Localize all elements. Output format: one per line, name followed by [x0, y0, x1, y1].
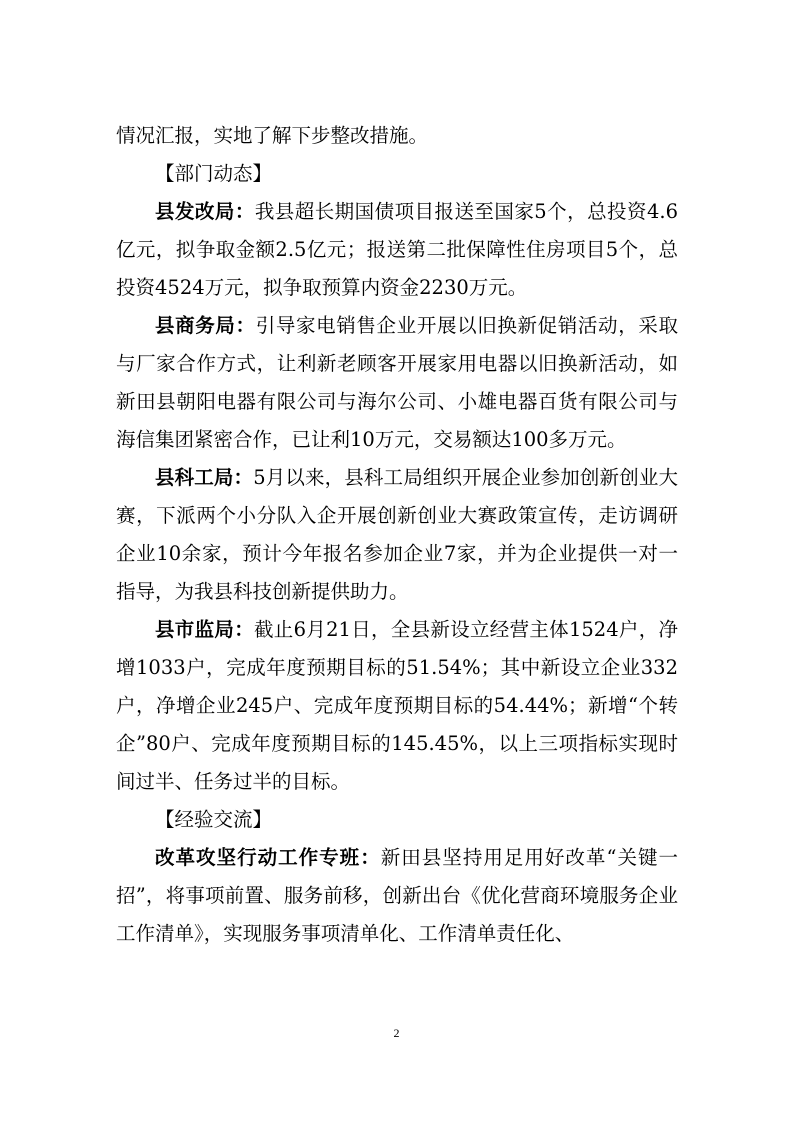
- paragraph-market-supervision: [116, 611, 678, 801]
- paragraph-reform-task-force: [116, 839, 678, 953]
- paragraph-development-reform: [116, 193, 678, 307]
- paragraph-lead: 县发改局：: [155, 200, 255, 223]
- paragraph-lead: 县市监局：: [155, 618, 254, 641]
- paragraph-continued: 情况汇报，实地了解下步整改措施。: [116, 124, 429, 147]
- paragraph-text: 5月以来，县科工局组织开展企业参加创新创业大赛，下派两个小分队入企开展创新创业大赛政策宣传，走访调研企业10余家，预计今年报名参加企业7家，并为企业提供一对一指导，为我县科技创新提供助力。: [116, 466, 678, 603]
- paragraph-commerce: [116, 307, 678, 459]
- paragraph-lead: 县科工局：: [155, 466, 254, 489]
- paragraph-science-industry: [116, 459, 678, 611]
- paragraph-text: 截止6月21日，全县新设立经营主体1524户，净增1033户，完成年度预期目标的51.54%；其中新设立企业332户，净增企业245户、完成年度预期目标的54.44%；新增“个转企”80户、完成年度预期目标的145.45%，以上三项指标实现时间过半、任务过半的目标。: [116, 618, 678, 793]
- paragraph-text: 引导家电销售企业开展以旧换新促销活动，采取与厂家合作方式，让利新老顾客开展家用电器以旧换新活动，如新田县朝阳电器有限公司与海尔公司、小雄电器百货有限公司与海信集团紧密合作，已让利10万元，交易额达100多万元。: [116, 314, 678, 451]
- document-body: [116, 117, 678, 953]
- section-heading-experience-exchange: 【经验交流】: [155, 808, 273, 831]
- paragraph-lead: 改革攻坚行动工作专班：: [155, 846, 381, 869]
- page-number: 2: [393, 1026, 400, 1040]
- paragraph-lead: 县商务局：: [155, 314, 256, 337]
- paragraph-text: 我县超长期国债项目报送至国家5个，总投资4.6亿元，拟争取金额2.5亿元；报送第二批保障性住房项目5个，总投资4524万元，拟争取预算内资金2230万元。: [116, 200, 678, 299]
- paragraph-text: 新田县坚持用足用好改革“关键一招”，将事项前置、服务前移，创新出台《优化营商环境服务企业工作清单》，实现服务事项清单化、工作清单责任化、: [116, 846, 678, 945]
- section-heading-department-news: 【部门动态】: [155, 162, 273, 185]
